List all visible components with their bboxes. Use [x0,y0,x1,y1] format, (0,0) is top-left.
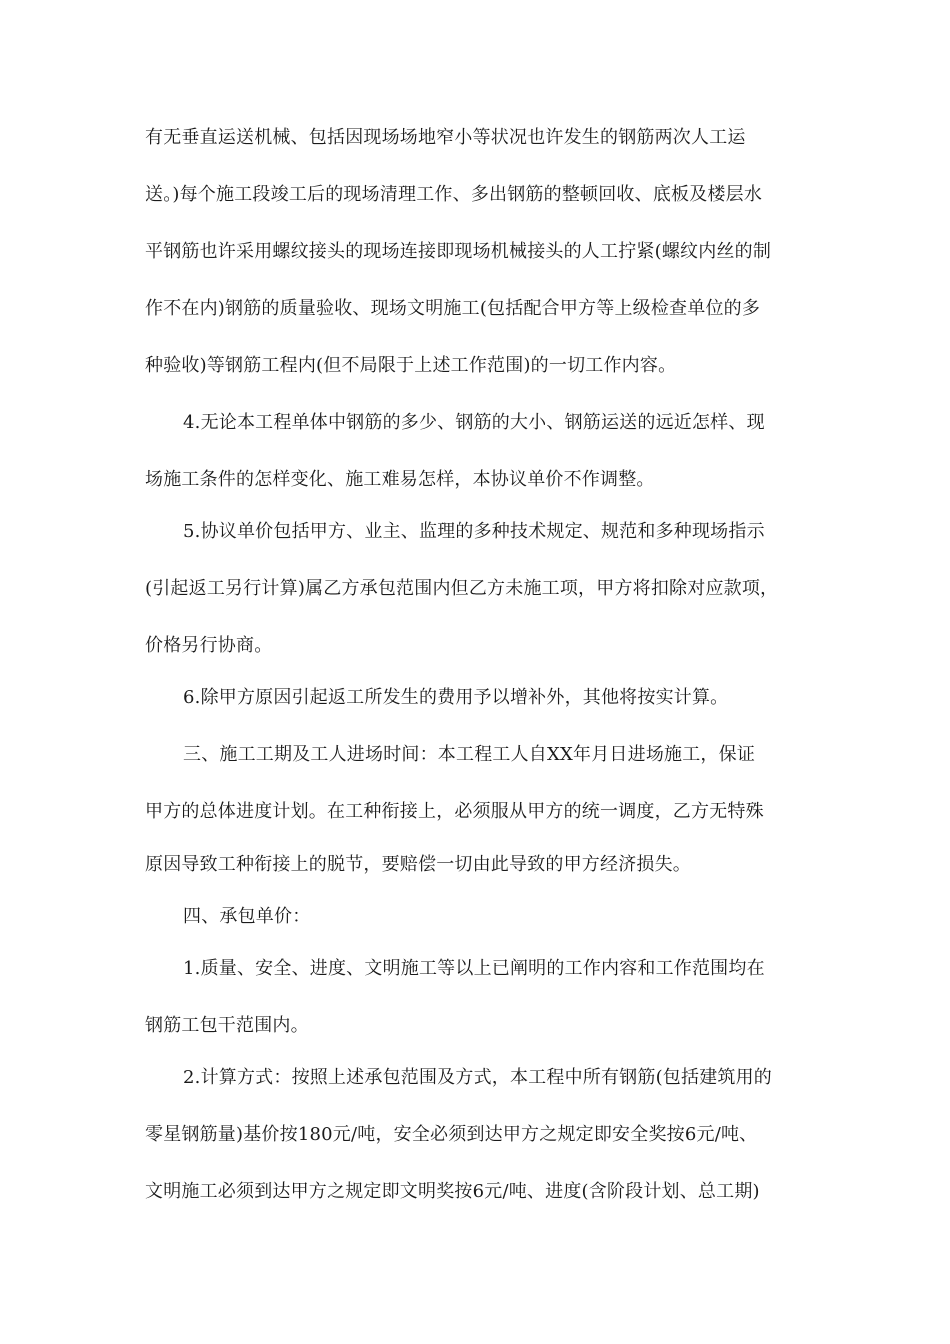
text-line: 文明施工必须到达甲方之规定即文明奖按6元/吨、进度(含阶段计划、总工期) [145,1181,760,1202]
paragraph-start-line: 5.协议单价包括甲方、业主、监理的多种技术规定、规范和多种现场指示 [183,521,765,542]
paragraph-start-line: 4.无论本工程单体中钢筋的多少、钢筋的大小、钢筋运送的远近怎样、现 [183,412,765,433]
section-heading-line: 四、承包单价： [183,906,311,927]
text-line: (引起返工另行计算)属乙方承包范围内但乙方未施工项，甲方将扣除对应款项， [145,578,779,599]
text-line: 原因导致工种衔接上的脱节，要赔偿一切由此导致的甲方经济损失。 [145,854,691,875]
text-line: 有无垂直运送机械、包括因现场场地窄小等状况也许发生的钢筋两次人工运 [145,127,746,148]
text-line: 种验收)等钢筋工程内(但不局限于上述工作范围)的一切工作内容。 [145,355,677,376]
text-line: 钢筋工包干范围内。 [145,1015,309,1036]
text-line: 甲方的总体进度计划。在工种衔接上，必须服从甲方的统一调度，乙方无特殊 [145,801,764,822]
paragraph-start-line: 6.除甲方原因引起返工所发生的费用予以增补外，其他将按实计算。 [183,687,729,708]
text-line: 作不在内)钢筋的质量验收、现场文明施工(包括配合甲方等上级检查单位的多 [145,298,761,319]
text-line: 零星钢筋量)基价按180元/吨，安全必须到达甲方之规定即安全奖按6元/吨、 [145,1124,758,1145]
paragraph-start-line: 1.质量、安全、进度、文明施工等以上已阐明的工作内容和工作范围均在 [183,958,765,979]
text-line: 平钢筋也许采用螺纹接头的现场连接即现场机械接头的人工拧紧(螺纹内丝的制 [145,241,772,262]
text-line: 价格另行协商。 [145,635,273,656]
text-line: 场施工条件的怎样变化、施工难易怎样，本协议单价不作调整。 [145,469,655,490]
section-heading-line: 三、施工工期及工人进场时间：本工程工人自XX年月日进场施工，保证 [183,744,756,765]
paragraph-start-line: 2.计算方式：按照上述承包范围及方式，本工程中所有钢筋(包括建筑用的 [183,1067,772,1088]
text-line: 送。)每个施工段竣工后的现场清理工作、多出钢筋的整顿回收、底板及楼层水 [145,184,763,205]
